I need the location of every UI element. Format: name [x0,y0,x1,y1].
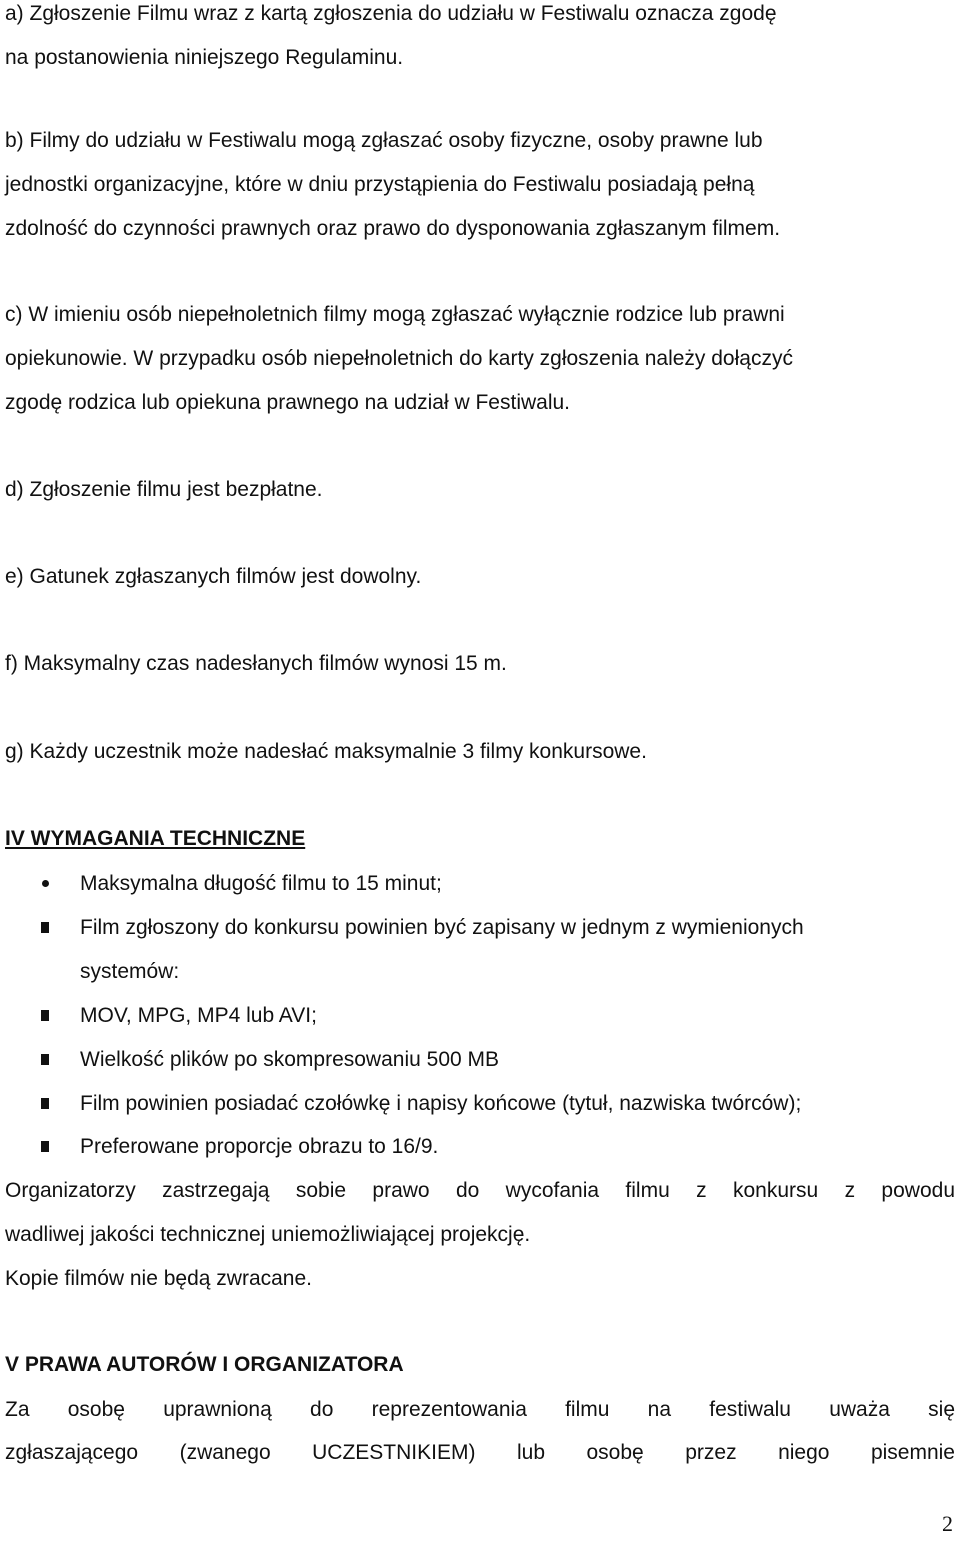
paragraph-c-line-1: c) W imieniu osób niepełnoletnich filmy mogą zgłaszać wyłącznie rodzice lub prawni [5,303,785,326]
bullet-square-icon [41,1054,49,1065]
paragraph-b-line-2: jednostki organizacyjne, które w dniu przystąpienia do Festiwalu posiadają pełną [5,173,755,196]
section-5-heading: V PRAWA AUTORÓW I ORGANIZATORA [5,1353,404,1376]
bullet-square-icon [41,922,49,933]
paragraph-c-line-2: opiekunowie. W przypadku osób niepełnoletnich do karty zgłoszenia należy dołączyć [5,347,793,370]
paragraph-a-line-1: a) Zgłoszenie Filmu wraz z kartą zgłoszenia do udziału w Festiwalu oznacza zgodę [5,2,777,25]
bullet-square-icon [41,1141,49,1152]
bullet-square-icon [41,1010,49,1021]
requirement-item: MOV, MPG, MP4 lub AVI; [80,1004,317,1027]
paragraph-b-line-3: zdolność do czynności prawnych oraz prawo do dysponowania zgłaszanym filmem. [5,217,781,240]
paragraph-g: g) Każdy uczestnik może nadesłać maksymalnie 3 filmy konkursowe. [5,740,647,763]
requirement-item: Film powinien posiadać czołówkę i napisy końcowe (tytuł, nazwiska twórców); [80,1092,802,1115]
paragraph-d: d) Zgłoszenie filmu jest bezpłatne. [5,478,323,501]
section-4-heading: IV WYMAGANIA TECHNICZNE [5,827,306,850]
requirement-item: Preferowane proporcje obrazu to 16/9. [80,1135,439,1158]
bullet-square-icon [41,1098,49,1109]
paragraph-b-line-1: b) Filmy do udziału w Festiwalu mogą zgłaszać osoby fizyczne, osoby prawne lub [5,129,763,152]
requirement-item: Maksymalna długość filmu to 15 minut; [80,872,442,895]
note-line-3: Kopie filmów nie będą zwracane. [5,1267,313,1290]
note-line-1: Organizatorzy zastrzegają sobie prawo do wycofania filmu z konkursu z powodu [5,1179,955,1202]
paragraph-c-line-3: zgodę rodzica lub opiekuna prawnego na udział w Festiwalu. [5,391,571,414]
requirement-item-continuation: systemów: [80,960,180,983]
requirement-item: Film zgłoszony do konkursu powinien być zapisany w jednym z wymienionych [80,916,804,939]
paragraph-a-line-2: na postanowienia niniejszego Regulaminu. [5,46,404,69]
section-5-line-2: zgłaszającego (zwanego UCZESTNIKIEM) lub osobę przez niego pisemnie [5,1441,955,1464]
requirement-item: Wielkość plików po skompresowaniu 500 MB [80,1048,500,1071]
section-5-line-1: Za osobę uprawnioną do reprezentowania filmu na festiwalu uważa się [5,1398,955,1421]
paragraph-f: f) Maksymalny czas nadesłanych filmów wynosi 15 m. [5,652,507,675]
note-line-2: wadliwej jakości technicznej uniemożliwiającej projekcję. [5,1223,531,1246]
paragraph-e: e) Gatunek zgłaszanych filmów jest dowolny. [5,565,422,588]
page-number: 2 [942,1511,953,1536]
bullet-dot-icon [42,880,49,887]
